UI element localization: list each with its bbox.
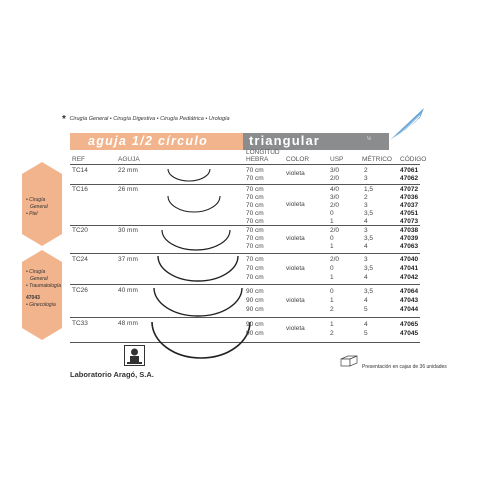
row-usp: 2/0 (330, 175, 340, 182)
row-met: 3,5 (364, 288, 374, 295)
row-met: 3,5 (364, 235, 374, 242)
row-ref: TC24 (72, 256, 88, 263)
row-len: 70 cm (246, 194, 264, 201)
side-label-line: • Ginecología (26, 302, 56, 308)
side-label-line: General (30, 276, 48, 282)
angle-mark: ½ (367, 136, 372, 142)
row-usp: 1 (330, 297, 334, 304)
needle-arc-tc14-icon (160, 165, 220, 185)
row-aguja: 30 mm (118, 227, 138, 234)
header-divider (70, 164, 420, 165)
side-label-code: 47043 (26, 295, 40, 301)
row-len: 90 cm (246, 330, 264, 337)
row-usp: 2/0 (330, 202, 340, 209)
row-usp: 3/0 (330, 194, 340, 201)
row-len: 90 cm (246, 306, 264, 313)
row-met: 4 (364, 321, 368, 328)
row-color: violeta (286, 235, 305, 242)
col-header-longitud: LONGITUD (246, 149, 280, 156)
row-met: 4 (364, 274, 368, 281)
row-met: 3 (364, 175, 368, 182)
row-aguja: 22 mm (118, 167, 138, 174)
side-label-line: • Cirugía (26, 269, 46, 275)
col-header-aguja: AGUJA (118, 156, 140, 163)
specialties-line (62, 112, 230, 123)
needle-arc-tc26-icon (148, 284, 248, 320)
row-code: 47063 (400, 243, 419, 250)
row-usp: 0 (330, 265, 334, 272)
needle-arc-tc20-icon (156, 226, 238, 254)
needle-arc-tc16-icon (160, 192, 230, 216)
row-met: 4 (364, 297, 368, 304)
lab-name: Laboratorio Aragó, S.A. (70, 370, 154, 379)
row-len: 90 cm (246, 297, 264, 304)
row-code: 47062 (400, 175, 419, 182)
row-ref: TC16 (72, 186, 88, 193)
lab-logo-icon (124, 345, 145, 366)
row-ref: TC14 (72, 167, 88, 174)
row-met: 3 (364, 227, 368, 234)
row-met: 2 (364, 167, 368, 174)
row-color: violeta (286, 265, 305, 272)
row-usp: 2 (330, 306, 334, 313)
row-code: 47036 (400, 194, 419, 201)
row-aguja: 40 mm (118, 287, 138, 294)
row-met: 4 (364, 218, 368, 225)
side-label-group2 (26, 269, 61, 309)
row-len: 90 cm (246, 288, 264, 295)
row-ref: TC20 (72, 227, 88, 234)
side-label-group1 (26, 197, 48, 218)
row-usp: 1 (330, 321, 334, 328)
row-aguja: 37 mm (118, 256, 138, 263)
row-code: 47065 (400, 321, 419, 328)
row-len: 70 cm (246, 256, 264, 263)
row-aguja: 48 mm (118, 320, 138, 327)
row-ref: TC26 (72, 287, 88, 294)
side-label-line: General (30, 204, 48, 210)
row-divider (70, 253, 420, 254)
specialties-text: Cirugía General • Cirugía Digestiva • Cirugía Pediátrica • Urología (69, 116, 230, 122)
row-usp: 1 (330, 243, 334, 250)
row-met: 1,5 (364, 186, 374, 193)
needle-arc-tc33-icon (146, 318, 254, 362)
row-color: violeta (286, 297, 305, 304)
asterisk: * (62, 114, 66, 125)
row-len: 70 cm (246, 227, 264, 234)
row-met: 3,5 (364, 210, 374, 217)
row-color: violeta (286, 170, 305, 177)
row-len: 70 cm (246, 175, 264, 182)
row-code: 47051 (400, 210, 419, 217)
row-ref: TC33 (72, 320, 88, 327)
row-usp: 4/0 (330, 186, 340, 193)
row-code: 47043 (400, 297, 419, 304)
needle-arc-tc24-icon (152, 252, 244, 286)
row-color: violeta (286, 201, 305, 208)
row-usp: 1 (330, 218, 334, 225)
row-divider (70, 184, 420, 185)
box-icon (340, 355, 358, 367)
row-len: 70 cm (246, 235, 264, 242)
side-label-line: • Traumatología (26, 283, 62, 289)
row-aguja: 26 mm (118, 186, 138, 193)
row-code: 47038 (400, 227, 419, 234)
row-usp: 2/0 (330, 227, 340, 234)
row-usp: 2/0 (330, 256, 340, 263)
row-met: 3 (364, 256, 368, 263)
row-len: 70 cm (246, 210, 264, 217)
row-code: 47061 (400, 167, 419, 174)
title-bar (70, 133, 250, 150)
row-len: 70 cm (246, 243, 264, 250)
row-len: 70 cm (246, 167, 264, 174)
col-header-ref: REF (72, 156, 85, 163)
row-met: 4 (364, 243, 368, 250)
row-code: 47039 (400, 235, 419, 242)
row-len: 70 cm (246, 202, 264, 209)
side-label-line: • Piel (26, 211, 38, 217)
row-code: 47040 (400, 256, 419, 263)
needle-type-text: triangular (249, 133, 320, 148)
row-len: 70 cm (246, 265, 264, 272)
title-text: aguja 1/2 círculo (88, 134, 209, 148)
row-code: 47042 (400, 274, 419, 281)
row-usp: 0 (330, 210, 334, 217)
col-header-codigo: CÓDIGO (400, 156, 427, 163)
row-color: violeta (286, 325, 305, 332)
row-code: 47045 (400, 330, 419, 337)
row-code: 47037 (400, 202, 419, 209)
row-usp: 2 (330, 330, 334, 337)
row-code: 47072 (400, 186, 419, 193)
presentation-text: Presentación en cajas de 36 unidades (362, 364, 447, 370)
row-usp: 3/0 (330, 167, 340, 174)
row-met: 3,5 (364, 265, 374, 272)
needle-graphic-icon (386, 104, 428, 144)
row-code: 47073 (400, 218, 419, 225)
row-divider (70, 225, 420, 226)
row-usp: 0 (330, 235, 334, 242)
row-len: 70 cm (246, 186, 264, 193)
row-code: 47044 (400, 306, 419, 313)
col-header-hebra: HEBRA (246, 156, 269, 163)
needle-type-bar (243, 133, 389, 150)
row-met: 2 (364, 194, 368, 201)
row-len: 70 cm (246, 218, 264, 225)
row-len: 90 cm (246, 321, 264, 328)
col-header-metrico: MÉTRICO (362, 156, 392, 163)
row-code: 47041 (400, 265, 419, 272)
col-header-color: COLOR (286, 156, 310, 163)
row-met: 5 (364, 330, 368, 337)
side-label-line: • Cirugía (26, 197, 46, 203)
row-met: 3 (364, 202, 368, 209)
row-usp: 1 (330, 274, 334, 281)
row-met: 5 (364, 306, 368, 313)
row-len: 70 cm (246, 274, 264, 281)
col-header-usp: USP (330, 156, 344, 163)
row-code: 47064 (400, 288, 419, 295)
row-usp: 0 (330, 288, 334, 295)
